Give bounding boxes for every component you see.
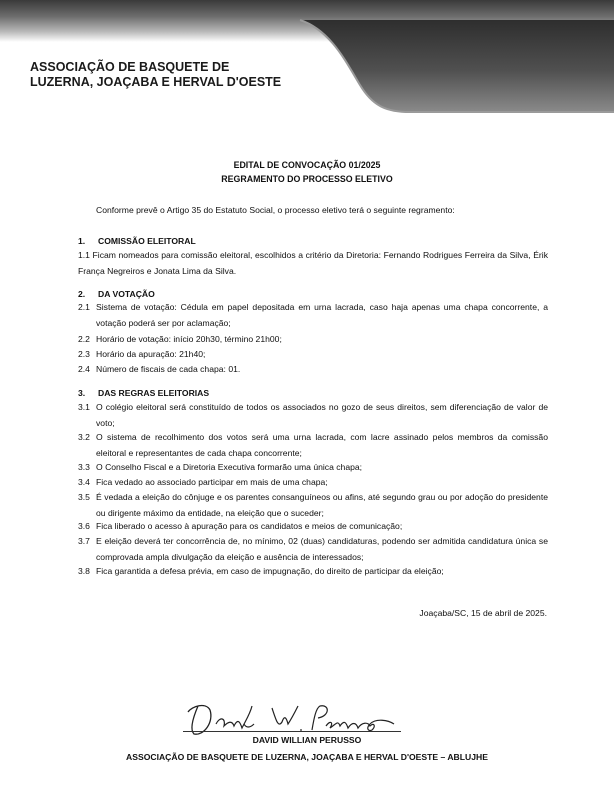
item-2-3: 2.3 Horário da apuração: 21h40; xyxy=(78,349,206,359)
section-3-title: DAS REGRAS ELEITORIAS xyxy=(98,388,210,398)
handwritten-signature xyxy=(180,700,410,740)
section-2-heading xyxy=(78,289,155,299)
item-2-1: 2.1 Sistema de votação: Cédula em papel depositada em urna lacrada, caso haja apenas uma chapa concorrente, a votação poderá ser por aclamação; xyxy=(78,302,548,328)
signature-line xyxy=(183,731,401,732)
section-1-heading xyxy=(78,236,196,246)
org-name-line2: LUZERNA, JOAÇABA E HERVAL D'OESTE xyxy=(30,75,282,89)
section-2-number: 2. xyxy=(78,289,86,299)
org-name-line1: ASSOCIAÇÃO DE BASQUETE DE xyxy=(30,60,230,74)
item-3-6: 3.6 Fica liberado o acesso à apuração para os candidatos e meios de comunicação; xyxy=(78,521,403,531)
section-1-title: COMISSÃO ELEITORAL xyxy=(98,236,196,246)
item-2-2: 2.2 Horário de votação: início 20h30, término 21h00; xyxy=(78,334,282,344)
title-line2: REGRAMENTO DO PROCESSO ELETIVO xyxy=(221,174,393,184)
organization-header xyxy=(30,60,281,90)
title-line1: EDITAL DE CONVOCAÇÃO 01/2025 xyxy=(233,160,381,170)
section-2-title: DA VOTAÇÃO xyxy=(98,289,155,299)
item-3-8: 3.8 Fica garantida a defesa prévia, em caso de impugnação, do direito de participar da eleição; xyxy=(78,566,444,576)
item-3-4: 3.4 Fica vedado ao associado participar em mais de uma chapa; xyxy=(78,477,328,487)
date-line: Joaçaba/SC, 15 de abril de 2025. xyxy=(419,608,547,618)
section-3-number: 3. xyxy=(78,388,86,398)
intro-paragraph: Conforme prevê o Artigo 35 do Estatuto Social, o processo eletivo terá o seguinte regramento: xyxy=(96,205,455,215)
item-1-1: 1.1 Ficam nomeados para comissão eleitoral, escolhidos a critério da Diretoria: Fernando Rodrigues Ferreira da Silva, Érik França Negreiros e Jonata Lima da Silva. xyxy=(78,250,548,276)
signer-organization: ASSOCIAÇÃO DE BASQUETE DE LUZERNA, JOAÇABA E HERVAL D'OESTE – ABLUJHE xyxy=(126,752,488,762)
signer-name: DAVID WILLIAN PERUSSO xyxy=(252,735,362,745)
item-3-7: 3.7 E eleição deverá ter concorrência de, no mínimo, 02 (duas) candidaturas, podendo ser admitida candidatura única se comprovada ampla divulgação da eleição e ausência de interessados; xyxy=(78,536,548,562)
section-3-heading xyxy=(78,388,209,398)
section-1-number: 1. xyxy=(78,236,86,246)
item-3-3: 3.3 O Conselho Fiscal e a Diretoria Executiva formarão uma única chapa; xyxy=(78,462,363,472)
document-title xyxy=(0,158,614,186)
item-3-1: 3.1 O colégio eleitoral será constituído de todos os associados no gozo de seus direitos, sem diferenciação de valor de voto; xyxy=(78,402,548,428)
item-2-4: 2.4 Número de fiscais de cada chapa: 01. xyxy=(78,364,241,374)
item-3-5: 3.5 É vedada a eleição do cônjuge e os parentes consanguíneos ou afins, até segundo grau ou por adoção do presidente ou dirigente máximo da entidade, na eleição que o suceder; xyxy=(78,492,548,518)
item-3-2: 3.2 O sistema de recolhimento dos votos será uma urna lacrada, com lacre assinado pelos membros da comissão eleitoral e representantes de cada chapa concorrente; xyxy=(78,432,548,458)
